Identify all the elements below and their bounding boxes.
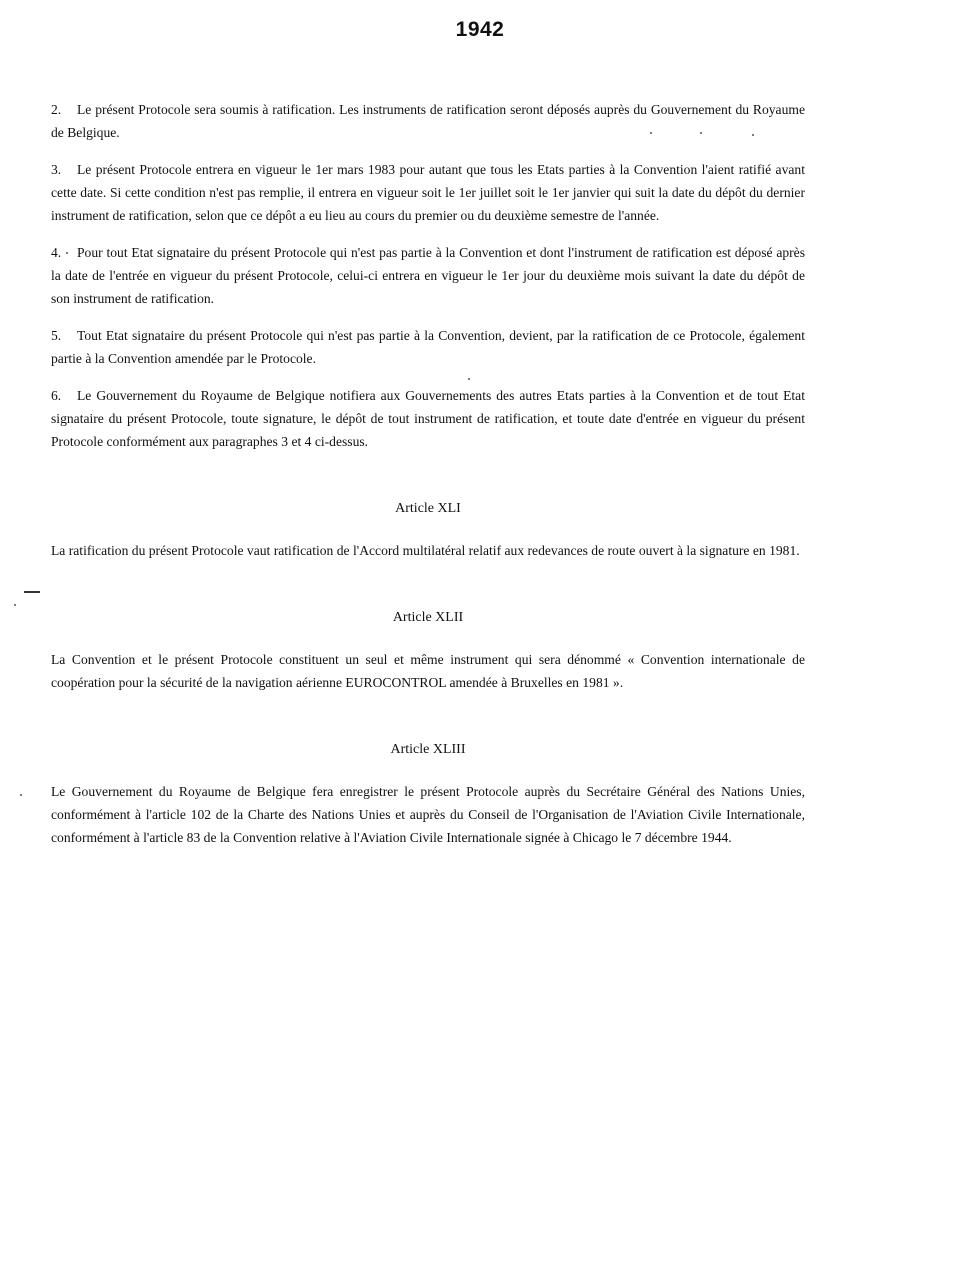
scan-speck xyxy=(66,252,68,254)
paragraph-number: 2. xyxy=(51,102,62,117)
article-xli-title: Article XLI xyxy=(395,501,461,516)
scan-speck xyxy=(14,604,16,606)
document-body xyxy=(51,98,805,863)
paragraph-text: Tout Etat signataire du présent Protocole qui n'est pas partie à la Convention, devient, par la ratification de ce Protocole, également partie à la Convention amendée par le Protocole. xyxy=(51,328,805,366)
paragraph-number: 4. xyxy=(51,245,62,260)
paragraph-3 xyxy=(51,158,805,227)
article-xlii-text: La Convention et le présent Protocole constituent un seul et même instrument qui sera dénommé « Convention internationale de coopération pour la sécurité de la navigation aérienne EUROCONTROL amendée à Bruxelles en 1981 ». xyxy=(51,652,805,690)
paragraph-number: 5. xyxy=(51,328,62,343)
paragraph-text: Le Gouvernement du Royaume de Belgique notifiera aux Gouvernements des autres Etats parties à la Convention et de tout Etat signataire du présent Protocole, toute signature, le dépôt de tout instrument de ratification, et toute date d'entrée en vigueur du présent Protocole conformément aux paragraphes 3 et 4 ci-dessus. xyxy=(51,388,805,449)
article-xliii-text: Le Gouvernement du Royaume de Belgique fera enregistrer le présent Protocole auprès du Secrétaire Général des Nations Unies, conformément à l'article 102 de la Charte des Nations Unies et auprès du Conseil de l'Organisation de l'Aviation Civile Internationale, conformément à l'article 83 de la Convention relative à l'Aviation Civile Internationale signée à Chicago le 7 décembre 1944. xyxy=(51,784,805,845)
paragraph-number: 3. xyxy=(51,162,62,177)
page-number: 1942 xyxy=(455,18,505,41)
article-xlii-title: Article XLII xyxy=(392,610,464,625)
paragraph-6 xyxy=(51,384,805,453)
scan-speck xyxy=(752,134,754,136)
paragraph-text: Le présent Protocole entrera en vigueur le 1er mars 1983 pour autant que tous les Etats parties à la Convention l'aient ratifié avant cette date. Si cette condition n'est pas remplie, il entrera en vigueur soit le 1er juillet soit le 1er janvier qui suit la date du dépôt du dernier instrument de ratification, selon que ce dépôt a eu lieu au cours du premier ou du deuxième semestre de l'année. xyxy=(51,162,805,223)
paragraph-2 xyxy=(51,98,805,144)
scan-speck xyxy=(20,794,22,796)
scan-speck xyxy=(650,132,652,134)
scan-speck xyxy=(468,378,470,380)
paragraph-text: Pour tout Etat signataire du présent Protocole qui n'est pas partie à la Convention et dont l'instrument de ratification est déposé après la date de l'entrée en vigueur du présent Protocole, celui-ci entrera en vigueur le 1er jour du deuxième mois suivant la date du dépôt de son instrument de ratification. xyxy=(51,245,805,306)
scan-speck xyxy=(700,132,702,134)
article-xli-text: La ratification du présent Protocole vaut ratification de l'Accord multilatéral relatif aux redevances de route ouvert à la signature en 1981. xyxy=(51,543,800,558)
paragraph-text: Le présent Protocole sera soumis à ratification. Les instruments de ratification seront déposés auprès du Gouvernement du Royaume de Belgique. xyxy=(51,102,805,140)
paragraph-5 xyxy=(51,324,805,370)
paragraph-4 xyxy=(51,241,805,310)
paragraph-number: 6. xyxy=(51,388,62,403)
margin-mark xyxy=(24,591,40,593)
article-xliii-title: Article XLIII xyxy=(390,742,466,757)
